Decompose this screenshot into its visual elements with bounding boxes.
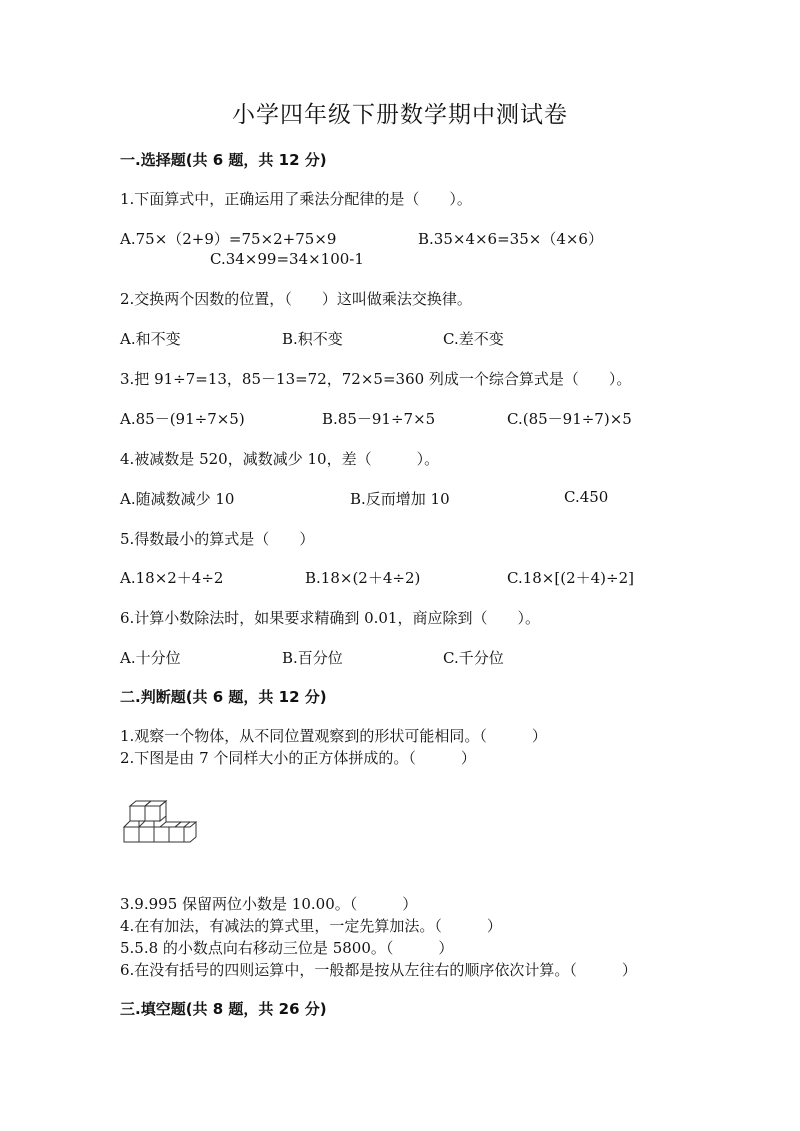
question-1: 1.下面算式中，正确运用了乘法分配律的是（ ）。 (120, 190, 472, 208)
question-2-option-c: C.差不变 (443, 330, 504, 348)
judge-item-2: 2.下图是由 7 个同样大小的正方体拼成的。（ ） (120, 749, 476, 767)
question-3-option-a: A.85－(91÷7×5) (120, 410, 245, 428)
section-heading-true-false: 二.判断题(共 6 题，共 12 分) (120, 688, 327, 706)
section-heading-choice: 一.选择题(共 6 题，共 12 分) (120, 151, 327, 169)
question-2-option-a: A.和不变 (120, 330, 181, 348)
question-1-option-c: C.34×99=34×100-1 (210, 250, 364, 268)
question-6-option-c: C.千分位 (443, 649, 504, 667)
question-6-option-b: B.百分位 (282, 649, 343, 667)
question-4-option-c: C.450 (564, 488, 609, 506)
question-4-option-b: B.反而增加 10 (350, 490, 450, 508)
judge-item-4: 4.在有加法，有减法的算式里，一定先算加法。（ ） (120, 917, 502, 935)
question-5-option-a: A.18×2＋4÷2 (120, 569, 224, 587)
question-2: 2.交换两个因数的位置，（ ）这叫做乘法交换律。 (120, 290, 472, 308)
question-1-option-b: B.35×4×6=35×（4×6） (418, 230, 603, 248)
question-4-option-a: A.随减数减少 10 (120, 490, 235, 508)
question-5-option-c: C.18×[(2＋4)÷2] (507, 569, 634, 587)
judge-item-6: 6.在没有括号的四则运算中，一般都是按从左往右的顺序依次计算。（ ） (120, 961, 637, 979)
question-3: 3.把 91÷7=13，85－13=72，72×5=360 列成一个综合算式是（ ）。 (120, 370, 632, 388)
question-5: 5.得数最小的算式是（ ） (120, 530, 315, 548)
question-3-option-b: B.85－91÷7×5 (322, 410, 436, 428)
question-4: 4.被减数是 520，减数减少 10，差（ ）。 (120, 450, 440, 468)
question-6: 6.计算小数除法时，如果要求精确到 0.01，商应除到（ ）。 (120, 609, 540, 627)
question-1-option-a: A.75×（2+9）=75×2+75×9 (120, 230, 337, 248)
section-heading-fill-blank: 三.填空题(共 8 题，共 26 分) (120, 1000, 327, 1018)
question-5-option-b: B.18×(2＋4÷2) (305, 569, 421, 587)
cube-figure (120, 800, 202, 852)
judge-item-5: 5.5.8 的小数点向右移动三位是 5800。（ ） (120, 939, 454, 957)
question-2-option-b: B.积不变 (282, 330, 343, 348)
question-3-option-c: C.(85－91÷7)×5 (507, 410, 632, 428)
page-title: 小学四年级下册数学期中测试卷 (232, 102, 568, 128)
question-6-option-a: A.十分位 (120, 649, 181, 667)
judge-item-3: 3.9.995 保留两位小数是 10.00。（ ） (120, 895, 418, 913)
judge-item-1: 1.观察一个物体，从不同位置观察到的形状可能相同。（ ） (120, 727, 547, 745)
